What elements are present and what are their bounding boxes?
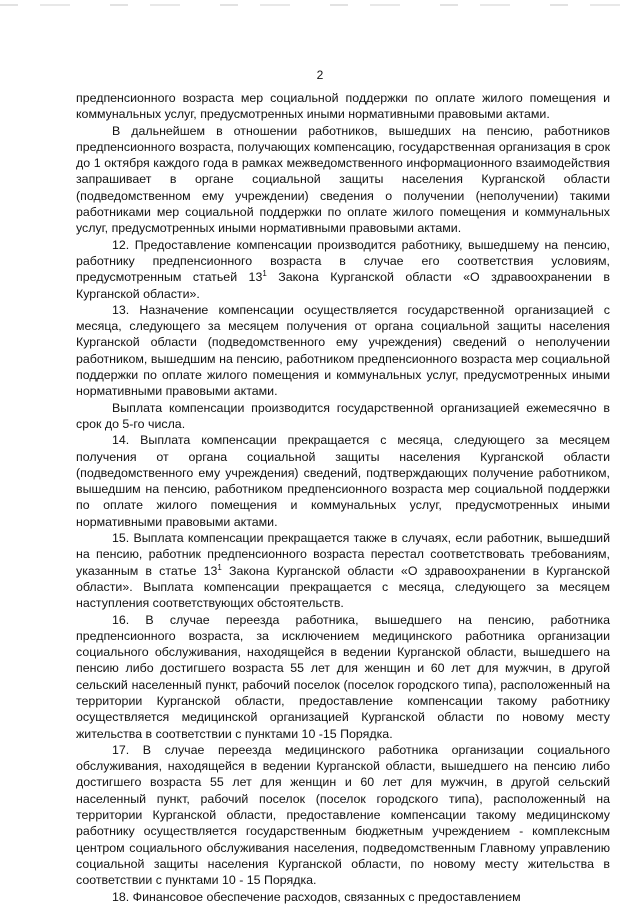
paragraph-text: 12. Предоставление компенсации производится работнику, вышедшему на пенсию, работнику предпенсионного возраста в случае его соответствия условиям, предусмотренным статьей 13	[76, 237, 610, 285]
paragraph-item-12	[76, 237, 610, 302]
paragraph-text: 15. Выплата компенсации прекращается также в случаях, если работник, вышедший на пенсию, работник предпенсионного возраста перестал соответствовать требованиям, указанным в статье 13	[76, 531, 610, 578]
paragraph: Выплата компенсации производится государственной организацией ежемесячно в срок до 5-го числа.	[76, 400, 610, 431]
paragraph-text: Закона Курганской области «О здравоохранении в Курганской области». Выплата компенсации прекращается с месяца, следующего за месяцем наступления соответствующих обстоятельств.	[76, 563, 610, 611]
paragraph: В дальнейшем в отношении работников, вышедших на пенсию, работников предпенсионного возраста, получающих компенсацию, государственная организация в срок до 1 октября каждого года в рамках межведомственного информационного взаимодействия запрашивает в органе социальной защиты населения Курганской области (подведомственном ему учреждении) сведения о получении (неполучении) такими работниками мер социальной поддержки по оплате жилого помещения и коммунальных услуг, предусмотренных иными нормативными правовыми актами.	[76, 123, 610, 236]
document-body	[76, 90, 610, 905]
paragraph-item-14: 14. Выплата компенсации прекращается с месяца, следующего за месяцем получения от органа социальной защиты населения Курганской области (подведомственного ему учреждения) сведений, подтверждающих получение работником, вышедшим на пенсию, работником предпенсионного возраста мер социальной поддержки по оплате жилого помещения и коммунальных услуг, предусмотренных иными нормативными правовыми актами.	[76, 433, 610, 529]
paragraph-item-17: 17. В случае переезда медицинского работника организации социального обслуживания, находящейся в ведении Курганской области, вышедшего на пенсию либо достигшего возраста 55 лет для женщин и 60 лет для мужчин, в другой сельский населенный пункт, рабочий поселок (поселок городского типа), расположенный на территории Курганской области, предоставление компенсации такому медицинскому работнику осуществляется государственным бюджетным учреждением - комплексным центром социального обслуживания населения, подведомственным Главному управлению социальной защиты населения Курганской области, по новому месту жительства в соответствии с пунктами 10 - 15 Порядка.	[76, 742, 610, 888]
paragraph-item-15	[76, 530, 610, 611]
scan-artifact-line	[0, 4, 640, 6]
superscript: 1	[262, 269, 267, 279]
paragraph-item-13: 13. Назначение компенсации осуществляется государственной организацией с месяца, следующего за месяцем получения от органа социальной защиты населения Курганской области (подведомственного ему учреждения) сведений о неполучении работником, вышедшим на пенсию, работником предпенсионного возраста мер социальной поддержки по оплате жилого помещения и коммунальных услуг, предусмотренных иными нормативными правовыми актами.	[76, 302, 610, 399]
page-number: 2	[316, 68, 324, 82]
paragraph-item-16: 16. В случае переезда работника, вышедшего на пенсию, работника предпенсионного возраста, за исключением медицинского работника организации социального обслуживания, находящейся в ведении Курганской области, вышедшего на пенсию либо достигшего возраста 55 лет для женщин и 60 лет для мужчин, в другой сельский населенный пункт, рабочий поселок (поселок городского типа), расположенный на территории Курганской области, предоставление компенсации такому работнику осуществляется медицинской организацией Курганской области по новому месту жительства в соответствии с пунктами 10 -15 Порядка.	[76, 612, 610, 741]
paragraph-text: Закона Курганской области «О здравоохранении в Курганской области».	[76, 270, 610, 301]
paragraph-continuation: предпенсионного возраста мер социальной поддержки по оплате жилого помещения и коммунальных услуг, предусмотренных иными нормативными правовыми актами.	[76, 91, 610, 122]
paragraph-item-18: 18. Финансовое обеспечение расходов, связанных с предоставлением	[112, 889, 521, 904]
superscript: 1	[217, 562, 222, 572]
